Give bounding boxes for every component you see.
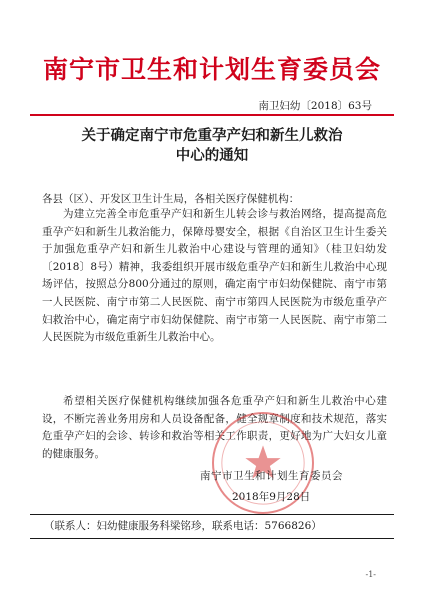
contact-bottom-rule: [30, 538, 394, 539]
body-paragraph-2: 希望相关医疗保健机构继续加强各危重孕产妇和新生儿救治中心建设，不断完善业务用房和人员设备配备，健全规章制度和技术规范，落实危重孕产妇的会诊、转诊和救治等相关工作职责，更好地为广大妇女儿童的健康服务。: [42, 395, 387, 460]
salutation: 各县（区）、开发区卫生计生局，各相关医疗保健机构：: [42, 193, 300, 205]
document-title: [0, 126, 424, 166]
red-separator-line: [30, 114, 394, 116]
contact-info: （联系人：妇幼健康服务科梁铭珍，联系电话：5766826）: [44, 520, 322, 532]
org-header-title: 南宁市卫生和计划生育委员会: [42, 55, 381, 84]
document-number: 南卫妇幼〔2018〕63号: [258, 100, 372, 112]
body-paragraph-1: 为建立完善全市危重孕产妇和新生儿转会诊与救治网络，提高提高危重孕产妇和新生儿救治能力，保障母婴安全，根据《自治区卫生计生委关于加强危重孕产妇和新生儿救治中心建设与管理的通知》（桂卫妇幼发〔2018〕8号）精神，我委组织开展市级危重孕产妇和新生儿救治中心现场评估，按照总分800分通过的原则，确定南宁市妇幼保健院、南宁市第一人民医院、南宁市第二人民医院、南宁市第四人民医院为市级危重孕产妇救治中心，确定南宁市妇幼保健院、南宁市第一人民医院、南宁市第二人民医院为市级危重新生儿救治中心。: [42, 208, 387, 344]
contact-top-rule: [30, 514, 394, 515]
signature-organization: 南宁市卫生和计划生育委员会: [200, 470, 343, 482]
document-title-line-2: 中心的通知: [175, 147, 249, 164]
signature-date: 2018年9月28日: [232, 491, 311, 503]
page-number: -1-: [365, 570, 376, 579]
document-title-line-1: 关于确定南宁市危重孕产妇和新生儿救治: [81, 127, 343, 144]
